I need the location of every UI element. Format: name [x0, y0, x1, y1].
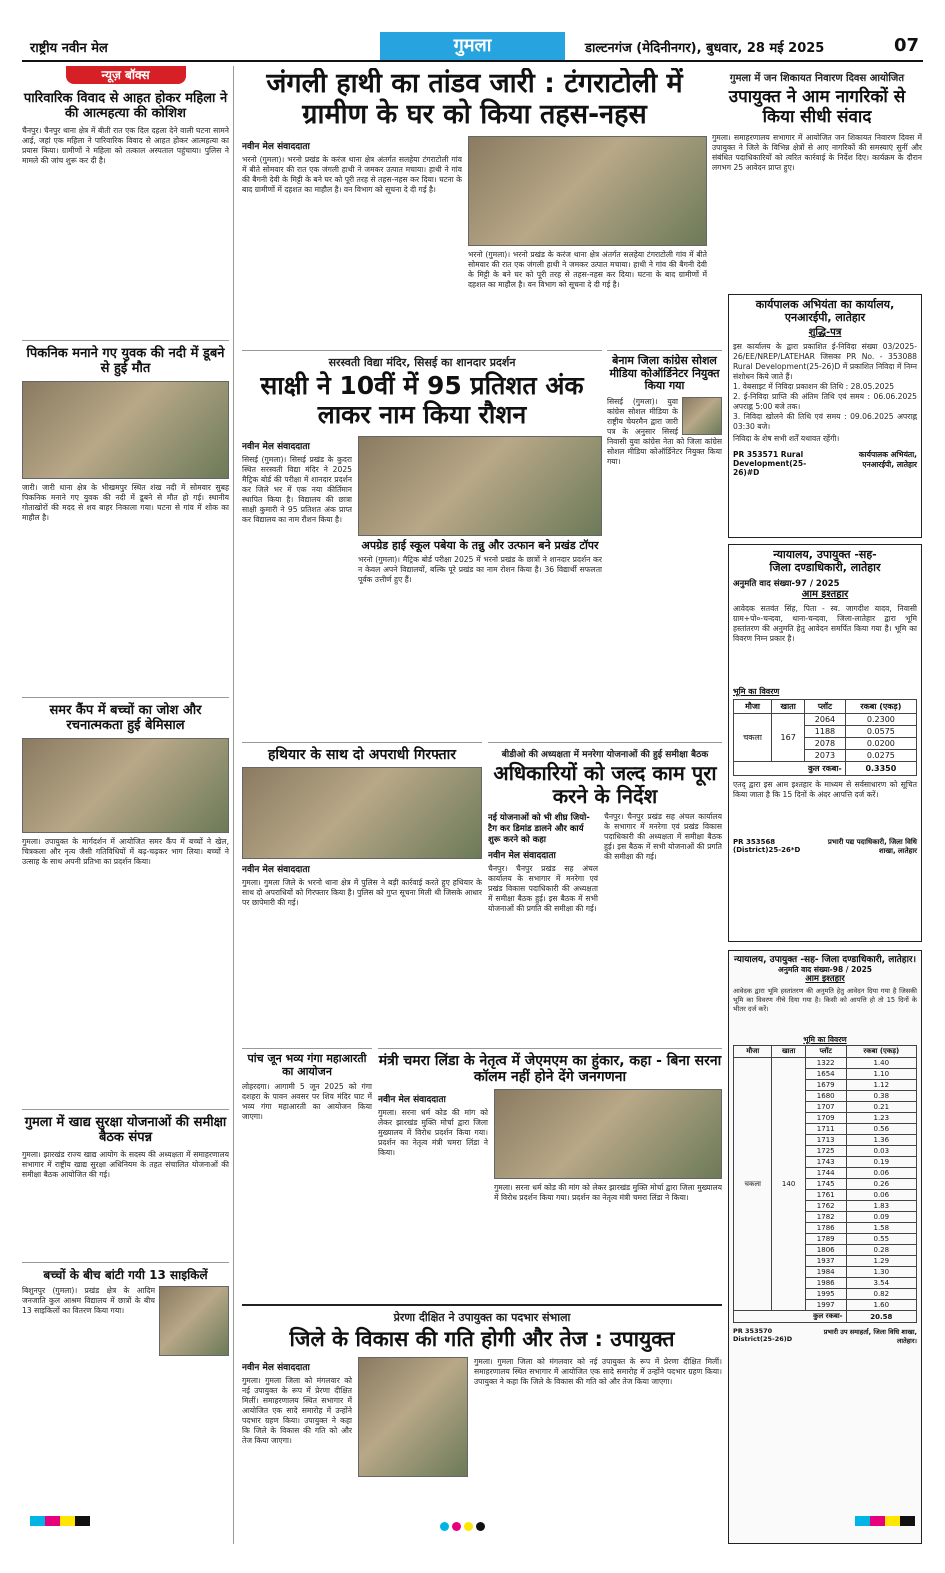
plot-cell: 1654: [805, 1069, 846, 1080]
byline: नवीन मेल संवाददाता: [488, 851, 556, 861]
area-cell: 0.0275: [845, 749, 916, 761]
total-label: कुल रकबा-: [734, 1311, 847, 1323]
area-cell: 0.03: [846, 1146, 916, 1157]
area-cell: 0.19: [846, 1157, 916, 1168]
area-cell: 0.06: [846, 1190, 916, 1201]
byline: नवीन मेल संवाददाता: [242, 142, 310, 153]
plot-cell: 1997: [805, 1300, 846, 1311]
story-body: गुमला। झारखंड राज्य खाद्य आयोग के सदस्य की अध्यक्षता में समाहरणालय सभागार में राष्ट्रीय खाद्य सुरक्षा अधिनियम के तहत संचालित योजनाओं की समीक्षा बैठक आयोजित की गई।: [22, 1149, 229, 1179]
plot-cell: 1782: [805, 1212, 846, 1223]
area-cell: 0.82: [846, 1289, 916, 1300]
notice-signature: प्रभारी उप समाहर्ता, जिला विधि शाखा, लातेहार।: [823, 1328, 917, 1346]
plot-cell: 1745: [805, 1179, 846, 1190]
notice-item: 2. ई-निविदा प्राप्ति की अंतिम तिथि एवं समय : 06.06.2025 अपराह्न 5:00 बजे तक।: [733, 391, 917, 411]
elephant-damage-photo: [468, 136, 707, 246]
area-cell: 1.83: [846, 1201, 916, 1212]
land-table: [733, 699, 917, 776]
story-body: गुमला। सरना धर्म कोड की मांग को लेकर झारखंड मुक्ति मोर्चा द्वारा जिला मुख्यालय में विरोध प्रदर्शन किया गया। प्रदर्शन का नेतृत्व मंत्री चमरा लिंडा ने किया।: [378, 1108, 488, 1158]
arrest-story: [242, 742, 482, 1042]
sub-story-body: भरनो (गुमला)। मैट्रिक बोर्ड परीक्षा 2025 में भरनो प्रखंड के छात्रों ने शानदार प्रदर्शन कर न केवल अपने विद्यालयों, बल्कि पूरे प्रखंड का नाम रोशन किया है। 36 विद्यार्थी सफलता पूर्वक उत्तीर्ण हुए हैं।: [358, 555, 602, 585]
plot-cell: 1762: [805, 1201, 846, 1212]
table-row: [734, 1058, 917, 1069]
mouza-cell: चकला: [734, 1058, 772, 1311]
notice-pr-number: PR 353568 (District)25-26*D: [733, 837, 801, 854]
plot-cell: 1986: [805, 1278, 846, 1289]
area-cell: 1.29: [846, 1256, 916, 1267]
notice-body: इस कार्यालय के द्वारा प्रकाशित ई-निविदा संख्या 03/2025-26/EE/NREP/LATEHAR जिसका PR No. - 353088 Rural Development(25-26)D में प्रकाशित निविदा में निम्न संशोधन किये जाते हैं।: [733, 341, 917, 381]
area-cell: 0.56: [846, 1124, 916, 1135]
area-cell: 0.55: [846, 1234, 916, 1245]
mahaarti-story: [242, 1048, 372, 1298]
story-body: गुमला। गुमला जिले के भरनो थाना क्षेत्र में पुलिस ने बड़ी कार्रवाई करते हुए हथियार के साथ दो अपराधियों को गिरफ्तार किया है। पुलिस को गुप्त सूचना मिली थी जिसके आधार पर छापेमारी की गई।: [242, 878, 482, 908]
area-cell: 1.40: [846, 1058, 916, 1069]
plot-cell: 1188: [805, 725, 846, 737]
column-header: मौजा: [734, 699, 772, 713]
police-arrest-photo: [242, 767, 482, 859]
registration-strip-left: [30, 1516, 90, 1526]
column-header: रकबा (एकड़): [845, 699, 916, 713]
story-headline: उपायुक्त ने आम नागरिकों से किया सीधी संवाद: [728, 87, 906, 127]
notice-pr-number: PR 353571 Rural Development(25-26)#D: [733, 449, 807, 477]
total-label: कुल रकबा-: [734, 761, 846, 775]
plot-cell: 1709: [805, 1113, 846, 1124]
plot-cell: 1937: [805, 1256, 846, 1267]
plot-cell: 2078: [805, 737, 846, 749]
total-row: [734, 1311, 917, 1323]
registration-strip-right: [855, 1516, 915, 1526]
area-cell: 1.23: [846, 1113, 916, 1124]
story-body: बिशुनपुर (गुमला)। प्रखंड क्षेत्र के आदिम जनजाति कुल आश्रम विद्यालय में छात्रों के बीच 13 साइकिलों का वितरण किया गया।: [22, 1286, 155, 1316]
byline: नवीन मेल संवाददाता: [242, 441, 310, 452]
notice-title: एनआरईपी, लातेहार: [784, 310, 866, 324]
area-cell: 1.30: [846, 1267, 916, 1278]
story-body: सिसई (गुमला)। युवा कांग्रेस सोशल मीडिया के राष्ट्रीय चेयरमैन द्वारा जारी पत्र के अनुसार सिसई निवासी युवा कांग्रेस नेता को जिला कांग्रेस सोशल मीडिया कोऑर्डिनेटर नियुक्त किया गया।: [607, 396, 722, 467]
right-top-story: [712, 70, 922, 310]
notice-body: आवेदक सतवंत सिंह, पिता - स्व. जागदीश यादव, निवासी ग्राम+पो०-चन्दवा, थाना-चन्दवा, जिला-लातेहार द्वारा भूमि हस्तांतरण की अनुमति हेतु आवेदन समर्पित किया गया है। भूमि का विवरण निम्न प्रकार है।: [733, 603, 917, 643]
section-tab: गुमला: [380, 32, 565, 60]
mouza-cell: चकला: [734, 713, 772, 761]
notice-item: 1. वेबसाइट में निविदा प्रकाशन की तिथि : 28.05.2025: [733, 381, 895, 391]
area-cell: 0.06: [846, 1168, 916, 1179]
notice-title: जिला दण्डाधिकारी, लातेहार: [769, 560, 881, 574]
plot-cell: 1761: [805, 1190, 846, 1201]
land-notice-97: [728, 544, 922, 942]
lead-story: [242, 68, 707, 344]
dateline: डाल्टनगंज (मेदिनीनगर), बुधवार, 28 मई 2025: [585, 41, 825, 56]
congress-story: [607, 350, 722, 736]
newspaper-page: [22, 32, 923, 1547]
notice-signature: कार्यपालक अभियंता, एनआरईपी, लातेहार: [858, 449, 917, 469]
area-cell: 0.26: [846, 1179, 916, 1190]
kicker: गुमला में जन शिकायत निवारण दिवस आयोजित: [729, 73, 905, 84]
total-row: [734, 761, 917, 775]
area-cell: 0.09: [846, 1212, 916, 1223]
plot-cell: 1995: [805, 1289, 846, 1300]
column-header: मौजा: [734, 1046, 772, 1058]
sub-headline: अपग्रेड हाई स्कूल पबेया के तन्नु और उत्फान बने प्रखंड टॉपर: [361, 538, 599, 552]
lead-headline: जंगली हाथी का तांडव जारी : टंगराटोली में ग्रामीण के घर को किया तहस-नहस: [266, 68, 683, 131]
table-title: भूमि का विवरण: [803, 1035, 847, 1045]
story-body: गुमला। समाहरणालय सभागार में आयोजित जन शिकायत निवारण दिवस में उपायुक्त ने जिले के विभिन्न क्षेत्रों से आए नागरिकों की समस्याएं सुनीं और संबंधित पदाधिकारियों को त्वरित कार्रवाई के निर्देश दिए। कार्यक्रम के दौरान लगभग 25 आवेदन प्राप्त हुए।: [712, 133, 922, 173]
notice-body: आवेदक द्वारा भूमि हस्तांतरण की अनुमति हेतु आवेदन दिया गया है जिसकी भूमि का विवरण नीचे दिया गया है। किसी को आपत्ति हो तो 15 दिनों के भीतर दर्ज करें।: [733, 987, 917, 1013]
notice-title: न्यायालय, उपायुक्त -सह- जिला दण्डाधिकारी, लातेहार।: [734, 955, 916, 965]
notice-note: निविदा के शेष सभी शर्तें यथावत रहेंगी।: [733, 433, 840, 443]
column-header: प्लॉट: [805, 1046, 846, 1058]
case-number: अनुमति वाद संख्या-98 / 2025: [777, 965, 873, 975]
protest-photo: [494, 1089, 722, 1179]
news-box-tab: न्यूज़ बॉक्स: [66, 66, 186, 84]
notice-pr-number: PR 353570 District(25-26)D: [733, 1327, 793, 1344]
plot-cell: 2064: [805, 713, 846, 725]
story-headline: हथियार के साथ दो अपराधी गिरफ्तार: [267, 747, 457, 763]
plot-cell: 1680: [805, 1091, 846, 1102]
story-headline: पिकनिक मनाने गए युवक की नदी में डूबने से हुई मौत: [26, 345, 225, 376]
person-photo: [682, 397, 722, 435]
brand-name: राष्ट्रीय नवीन मेल: [30, 41, 108, 56]
story-headline: अधिकारियों को जल्द काम पूरा करने के निर्देश: [493, 761, 717, 808]
plot-cell: 1322: [805, 1058, 846, 1069]
plot-cell: 1744: [805, 1168, 846, 1179]
story-body-cont: चैनपुर। चैनपुर प्रखंड सह अंचल कार्यालय के सभागार में मनरेगा एवं प्रखंड विकास पदाधिकारी की अध्यक्षता में समीक्षा बैठक हुई। इस बैठक में सभी योजनाओं की प्रगति की समीक्षा की गई।: [604, 812, 722, 862]
story-headline: साक्षी ने 10वीं में 95 प्रतिशत अंक लाकर नाम किया रौशन: [260, 371, 584, 429]
area-cell: 0.28: [846, 1245, 916, 1256]
jmm-story: [378, 1048, 722, 1298]
story-body: जारी। जारी थाना क्षेत्र के भीखमपुर स्थित शंख नदी में सोमवार सुबह पिकनिक मनाने गए युवक की नदी में डूबने से मौत हो गई। स्थानीय गोताखोरों की मदद से शव बाहर निकाला गया। घटना से गांव में शोक का माहौल है।: [22, 482, 229, 522]
bicycle-photo: [159, 1286, 229, 1356]
lead-body-cont: भरनो (गुमला)। भरनो प्रखंड के करंज थाना क्षेत्र अंतर्गत सलहेया टंगराटोली गांव में बीते सोमवार की रात एक जंगली हाथी ने जमकर उत्पात मचाया। हाथी ने गांव की बैगनी देवी के मिट्टी के बने घर को पूरी तरह से तहस-नहस कर दिया। घटना के बाद ग्रामीणों में दहशत का माहौल है। वन विभाग को सूचना दे दी गई है।: [468, 250, 707, 290]
story-headline: गुमला में खाद्य सुरक्षा योजनाओं की समीक्षा बैठक संपन्न: [24, 1114, 227, 1145]
dc-story: [242, 1304, 722, 1544]
plot-cell: 1789: [805, 1234, 846, 1245]
notice-signature: प्रभारी पद्य पदाधिकारी, जिला विधि शाखा, लातेहार: [827, 837, 917, 855]
story-headline: पांच जून भव्य गंगा महाआरती का आयोजन: [247, 1052, 367, 1078]
plot-cell: 1743: [805, 1157, 846, 1168]
story-headline: पारिवारिक विवाद से आहत होकर महिला ने की आत्महत्या की कोशिश: [23, 91, 228, 121]
notice-subtitle: शुद्धि-पत्र: [808, 327, 842, 339]
table-title: भूमि का विवरण: [733, 686, 780, 696]
sakshi-story: [242, 350, 602, 736]
story-body: चैनपुर। चैनपुर प्रखंड सह अंचल कार्यालय के सभागार में मनरेगा एवं प्रखंड विकास पदाधिकारी की अध्यक्षता में समीक्षा बैठक हुई। इस बैठक में सभी योजनाओं की प्रगति की समीक्षा की गई।: [488, 864, 598, 914]
kicker: प्रेरणा दीक्षित ने उपायुक्त का पदभार संभाला: [393, 1311, 571, 1324]
notice-item: 3. निविदा खोलने की तिथि एवं समय : 09.06.2025 अपराह्न 03:30 बजे।: [733, 411, 917, 431]
plot-cell: 1984: [805, 1267, 846, 1278]
plot-cell: 2073: [805, 749, 846, 761]
masthead: [22, 32, 923, 62]
bdo-story: [488, 742, 722, 1042]
column-header: प्लॉट: [805, 699, 846, 713]
plot-cell: 1679: [805, 1080, 846, 1091]
page-number: 07: [893, 35, 919, 56]
area-cell: 1.60: [846, 1300, 916, 1311]
story-body: गुमला। उपायुक्त के मार्गदर्शन में आयोजित समर कैंप में बच्चों ने खेल, चित्रकला और नृत्य जैसी गतिविधियों में बढ़-चढ़कर भाग लिया। बच्चों ने उत्साह के साथ अपनी प्रतिभा का प्रदर्शन किया।: [22, 836, 229, 866]
area-cell: 1.12: [846, 1080, 916, 1091]
kicker: बीडीओ की अध्यक्षता में मनरेगा योजनाओं की हुई समीक्षा बैठक: [501, 750, 709, 760]
area-cell: 1.58: [846, 1223, 916, 1234]
land-table: [733, 1045, 917, 1323]
plot-cell: 1806: [805, 1245, 846, 1256]
plot-cell: 1786: [805, 1223, 846, 1234]
story-body: चैनपुर। चैनपुर थाना क्षेत्र में बीती रात एक दिल दहला देने वाली घटना सामने आई, जहां एक महिला ने पारिवारिक विवाद से आहत होकर आत्महत्या का प्रयास किया। ग्रामीणों ने महिला को तत्काल अस्पताल पहुंचाया। पुलिस ने मामले की जांच शुरू कर दी है।: [22, 125, 229, 165]
story-headline: बेनाम जिला कांग्रेस सोशल मीडिया कोऑर्डिनेटर नियुक्त किया गया: [609, 354, 720, 393]
area-cell: 0.0200: [845, 737, 916, 749]
byline: नवीन मेल संवाददाता: [242, 1363, 310, 1374]
story-body: लोहरदगा। आगामी 5 जून 2025 को गंगा दशहरा के पावन अवसर पर शिव मंदिर घाट में भव्य गंगा महाआरती का आयोजन किया जाएगा।: [242, 1082, 372, 1122]
notice-footer: एतद् द्वारा इस आम इश्तहार के माध्यम से सर्वसाधारण को सूचित किया जाता है कि 15 दिनों के अंदर आपत्ति दर्ज करें।: [733, 779, 917, 799]
byline: नवीन मेल संवाददाता: [378, 1095, 446, 1106]
land-notice-98: [728, 950, 922, 1544]
case-number: अनुमति वाद संख्या-97 / 2025: [733, 579, 840, 590]
notice-title: न्यायालय, उपायुक्त -सह-: [773, 548, 877, 561]
summer-camp-photo: [22, 738, 229, 833]
notice-subtitle: आम इश्तहार: [805, 974, 845, 985]
students-photo: [358, 436, 602, 536]
byline: नवीन मेल संवाददाता: [242, 865, 310, 876]
story-body-cont: गुमला। गुमला जिला को मंगलवार को नई उपायुक्त के रूप में प्रेरणा दीक्षित मिलीं। समाहरणालय स्थित सभागार में आयोजित एक सादे समारोह में उन्होंने पदभार ग्रहण किया। उपायुक्त ने कहा कि जिले के विकास की गति को और तेज किया जाएगा।: [474, 1357, 722, 1387]
highlight-bullet: नई योजनाओं को भी शीघ्र जियो-टैग कर डिमांड डालने और कार्य शुरू करने को कहा: [488, 813, 590, 845]
total-value: 20.58: [846, 1311, 916, 1323]
story-body: सिसई (गुमला)। सिसई प्रखंड के कुदरा स्थित सरस्वती विद्या मंदिर ने 2025 मैट्रिक बोर्ड की परीक्षा में शानदार प्रदर्शन कर जिले भर में एक नया कीर्तिमान स्थापित किया है। विद्यालय की छात्रा साक्षी कुमारी ने 95 प्रतिशत अंक प्राप्त कर विद्यालय का नाम रौशन किया है।: [242, 454, 352, 524]
lead-body: भरनो (गुमला)। भरनो प्रखंड के करंज थाना क्षेत्र अंतर्गत सलहेया टंगराटोली गांव में बीते सोमवार की रात एक जंगली हाथी ने जमकर उत्पात मचाया। हाथी ने गांव की बैगनी देवी के मिट्टी के बने घर को पूरी तरह से तहस-नहस कर दिया। घटना के बाद ग्रामीणों में दहशत का माहौल है। वन विभाग को सूचना दे दी गई है।: [242, 155, 462, 195]
tender-corrigendum-notice: [728, 294, 922, 538]
news-box: [22, 66, 234, 1544]
story-headline: मंत्री चमरा लिंडा के नेतृत्व में जेएमएम का हुंकार, कहा - बिना सरना कॉलम नहीं होने देंगे जनगणना: [378, 1053, 722, 1086]
area-cell: 0.2300: [845, 713, 916, 725]
area-cell: 1.36: [846, 1135, 916, 1146]
story-headline: बच्चों के बीच बांटी गयी 13 साइकिलें: [43, 1267, 208, 1282]
story-body-cont: गुमला। सरना धर्म कोड की मांग को लेकर झारखंड मुक्ति मोर्चा द्वारा जिला मुख्यालय में विरोध प्रदर्शन किया गया। प्रदर्शन का नेतृत्व मंत्री चमरा लिंडा ने किया।: [494, 1183, 722, 1203]
column-header: खाता: [772, 699, 805, 713]
area-cell: 1.10: [846, 1069, 916, 1080]
story-body: गुमला। गुमला जिला को मंगलवार को नई उपायुक्त के रूप में प्रेरणा दीक्षित मिलीं। समाहरणालय स्थित सभागार में आयोजित एक सादे समारोह में उन्होंने पदभार ग्रहण किया। उपायुक्त ने कहा कि जिले के विकास की गति को और तेज किया जाएगा।: [242, 1376, 352, 1446]
area-cell: 0.0575: [845, 725, 916, 737]
notice-subtitle: आम इश्तहार: [801, 589, 849, 601]
story-headline: समर कैंप में बच्चों का जोश और रचनात्मकता हुई बेमिसाल: [49, 702, 202, 733]
total-value: 0.3350: [845, 761, 916, 775]
dc-photo: [358, 1357, 468, 1477]
column-header: खाता: [772, 1046, 805, 1058]
notice-title: कार्यपालक अभियंता का कार्यालय,: [755, 298, 895, 311]
kicker: सरस्वती विद्या मंदिर, सिसई का शानदार प्रदर्शन: [328, 356, 516, 369]
area-cell: 0.21: [846, 1102, 916, 1113]
story-headline: जिले के विकास की गति होगी और तेज : उपायुक्त: [289, 1327, 675, 1351]
khata-cell: 140: [772, 1058, 805, 1311]
river-photo: [22, 381, 229, 479]
table-row: [734, 713, 917, 725]
plot-cell: 1711: [805, 1124, 846, 1135]
registration-dots: [440, 1516, 510, 1528]
plot-cell: 1707: [805, 1102, 846, 1113]
plot-cell: 1713: [805, 1135, 846, 1146]
khata-cell: 167: [772, 713, 805, 761]
area-cell: 0.38: [846, 1091, 916, 1102]
column-header: रकबा (एकड़): [846, 1046, 916, 1058]
area-cell: 3.54: [846, 1278, 916, 1289]
plot-cell: 1725: [805, 1146, 846, 1157]
